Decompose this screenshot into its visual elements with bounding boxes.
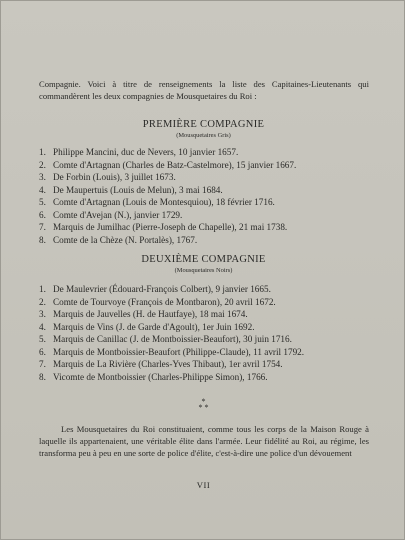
item-number: 1. (39, 147, 46, 157)
item-number: 8. (39, 371, 46, 382)
item-number: 1. (39, 284, 46, 294)
item-number: 5. (39, 197, 46, 207)
item-text: Comte de Tourvoye (François de Montbaron), 20 avril 1672. (53, 296, 276, 307)
item-number: 2. (39, 159, 46, 170)
intro-paragraph: Compagnie. Voici à titre de renseignements la liste des Capitaines-Lieutenants qui commandèrent les deux compagnies de Mousquetaires du Roi : (39, 79, 369, 101)
list-item (39, 346, 379, 359)
item-text: Marquis de Vins (J. de Garde d'Agoult), 1er Juin 1692. (53, 321, 255, 332)
list-item (39, 209, 379, 222)
item-text: Marquis de Jauvelles (H. de Hautfaye), 18 mai 1674. (53, 309, 248, 319)
item-number: 4. (39, 184, 46, 195)
list-item (39, 321, 379, 334)
section-separator-asterism: * * * (198, 397, 209, 412)
item-number: 3. (39, 172, 46, 182)
item-number: 3. (39, 309, 46, 319)
list-item (39, 333, 379, 346)
item-number: 4. (39, 321, 46, 332)
second-company-list (39, 283, 379, 383)
item-text: De Maulevrier (Édouard-François Colbert), 9 janvier 1665. (53, 284, 271, 294)
second-company-subtitle: (Mousquetaires Noirs) (174, 267, 233, 274)
first-company-title: PREMIÈRE COMPAGNIE (142, 119, 265, 130)
list-item (39, 196, 379, 209)
item-number: 2. (39, 296, 46, 307)
list-item (39, 184, 379, 197)
list-item (39, 371, 379, 384)
item-text: Comte de la Chèze (N. Portalès), 1767. (53, 234, 198, 245)
item-number: 6. (39, 346, 46, 357)
first-company-subtitle: (Mousquetaires Gris) (176, 132, 231, 139)
list-item (39, 171, 379, 184)
item-text: Philippe Mancini, duc de Nevers, 10 janvier 1657. (53, 147, 239, 157)
list-item (39, 296, 379, 309)
list-item (39, 308, 379, 321)
item-text: Marquis de Canillac (J. de Montboissier-Beaufort), 30 juin 1716. (53, 334, 292, 344)
second-company-title: DEUXIÈME COMPAGNIE (141, 254, 266, 265)
page-number: VII (196, 480, 211, 490)
item-text: Comte d'Avejan (N.), janvier 1729. (53, 209, 183, 220)
closing-paragraph: Les Mousquetaires du Roi constituaient, comme tous les corps de la Maison Rouge à laquelle ils appartenaient, une véritable élite dans l'armée. Leur fidélité au Roi, au régime, les transforma peu à peu en une sorte de police d'élite, c'est-à-dire une police d'un dévouement (39, 424, 369, 459)
item-text: Marquis de La Rivière (Charles-Yves Thibaut), 1er avril 1754. (53, 359, 283, 369)
item-number: 7. (39, 222, 46, 232)
item-text: De Forbin (Louis), 3 juillet 1673. (53, 172, 176, 182)
item-number: 8. (39, 234, 46, 245)
list-item (39, 146, 379, 159)
list-item (39, 159, 379, 172)
list-item (39, 221, 379, 234)
item-text: Comte d'Artagnan (Louis de Montesquiou), 18 février 1716. (53, 197, 275, 207)
item-text: Marquis de Jumilhac (Pierre-Joseph de Chapelle), 21 mai 1738. (53, 222, 288, 232)
item-number: 5. (39, 334, 46, 344)
first-company-list (39, 146, 379, 246)
item-text: De Maupertuis (Louis de Melun), 3 mai 1684. (53, 184, 223, 195)
list-item (39, 234, 379, 247)
item-text: Comte d'Artagnan (Charles de Batz-Castelmore), 15 janvier 1667. (53, 159, 297, 170)
list-item (39, 283, 379, 296)
item-text: Marquis de Montboissier-Beaufort (Philippe-Claude), 11 avril 1792. (53, 346, 305, 357)
item-number: 6. (39, 209, 46, 220)
list-item (39, 358, 379, 371)
item-number: 7. (39, 359, 46, 369)
item-text: Vicomte de Montboissier (Charles-Philippe Simon), 1766. (53, 371, 268, 382)
